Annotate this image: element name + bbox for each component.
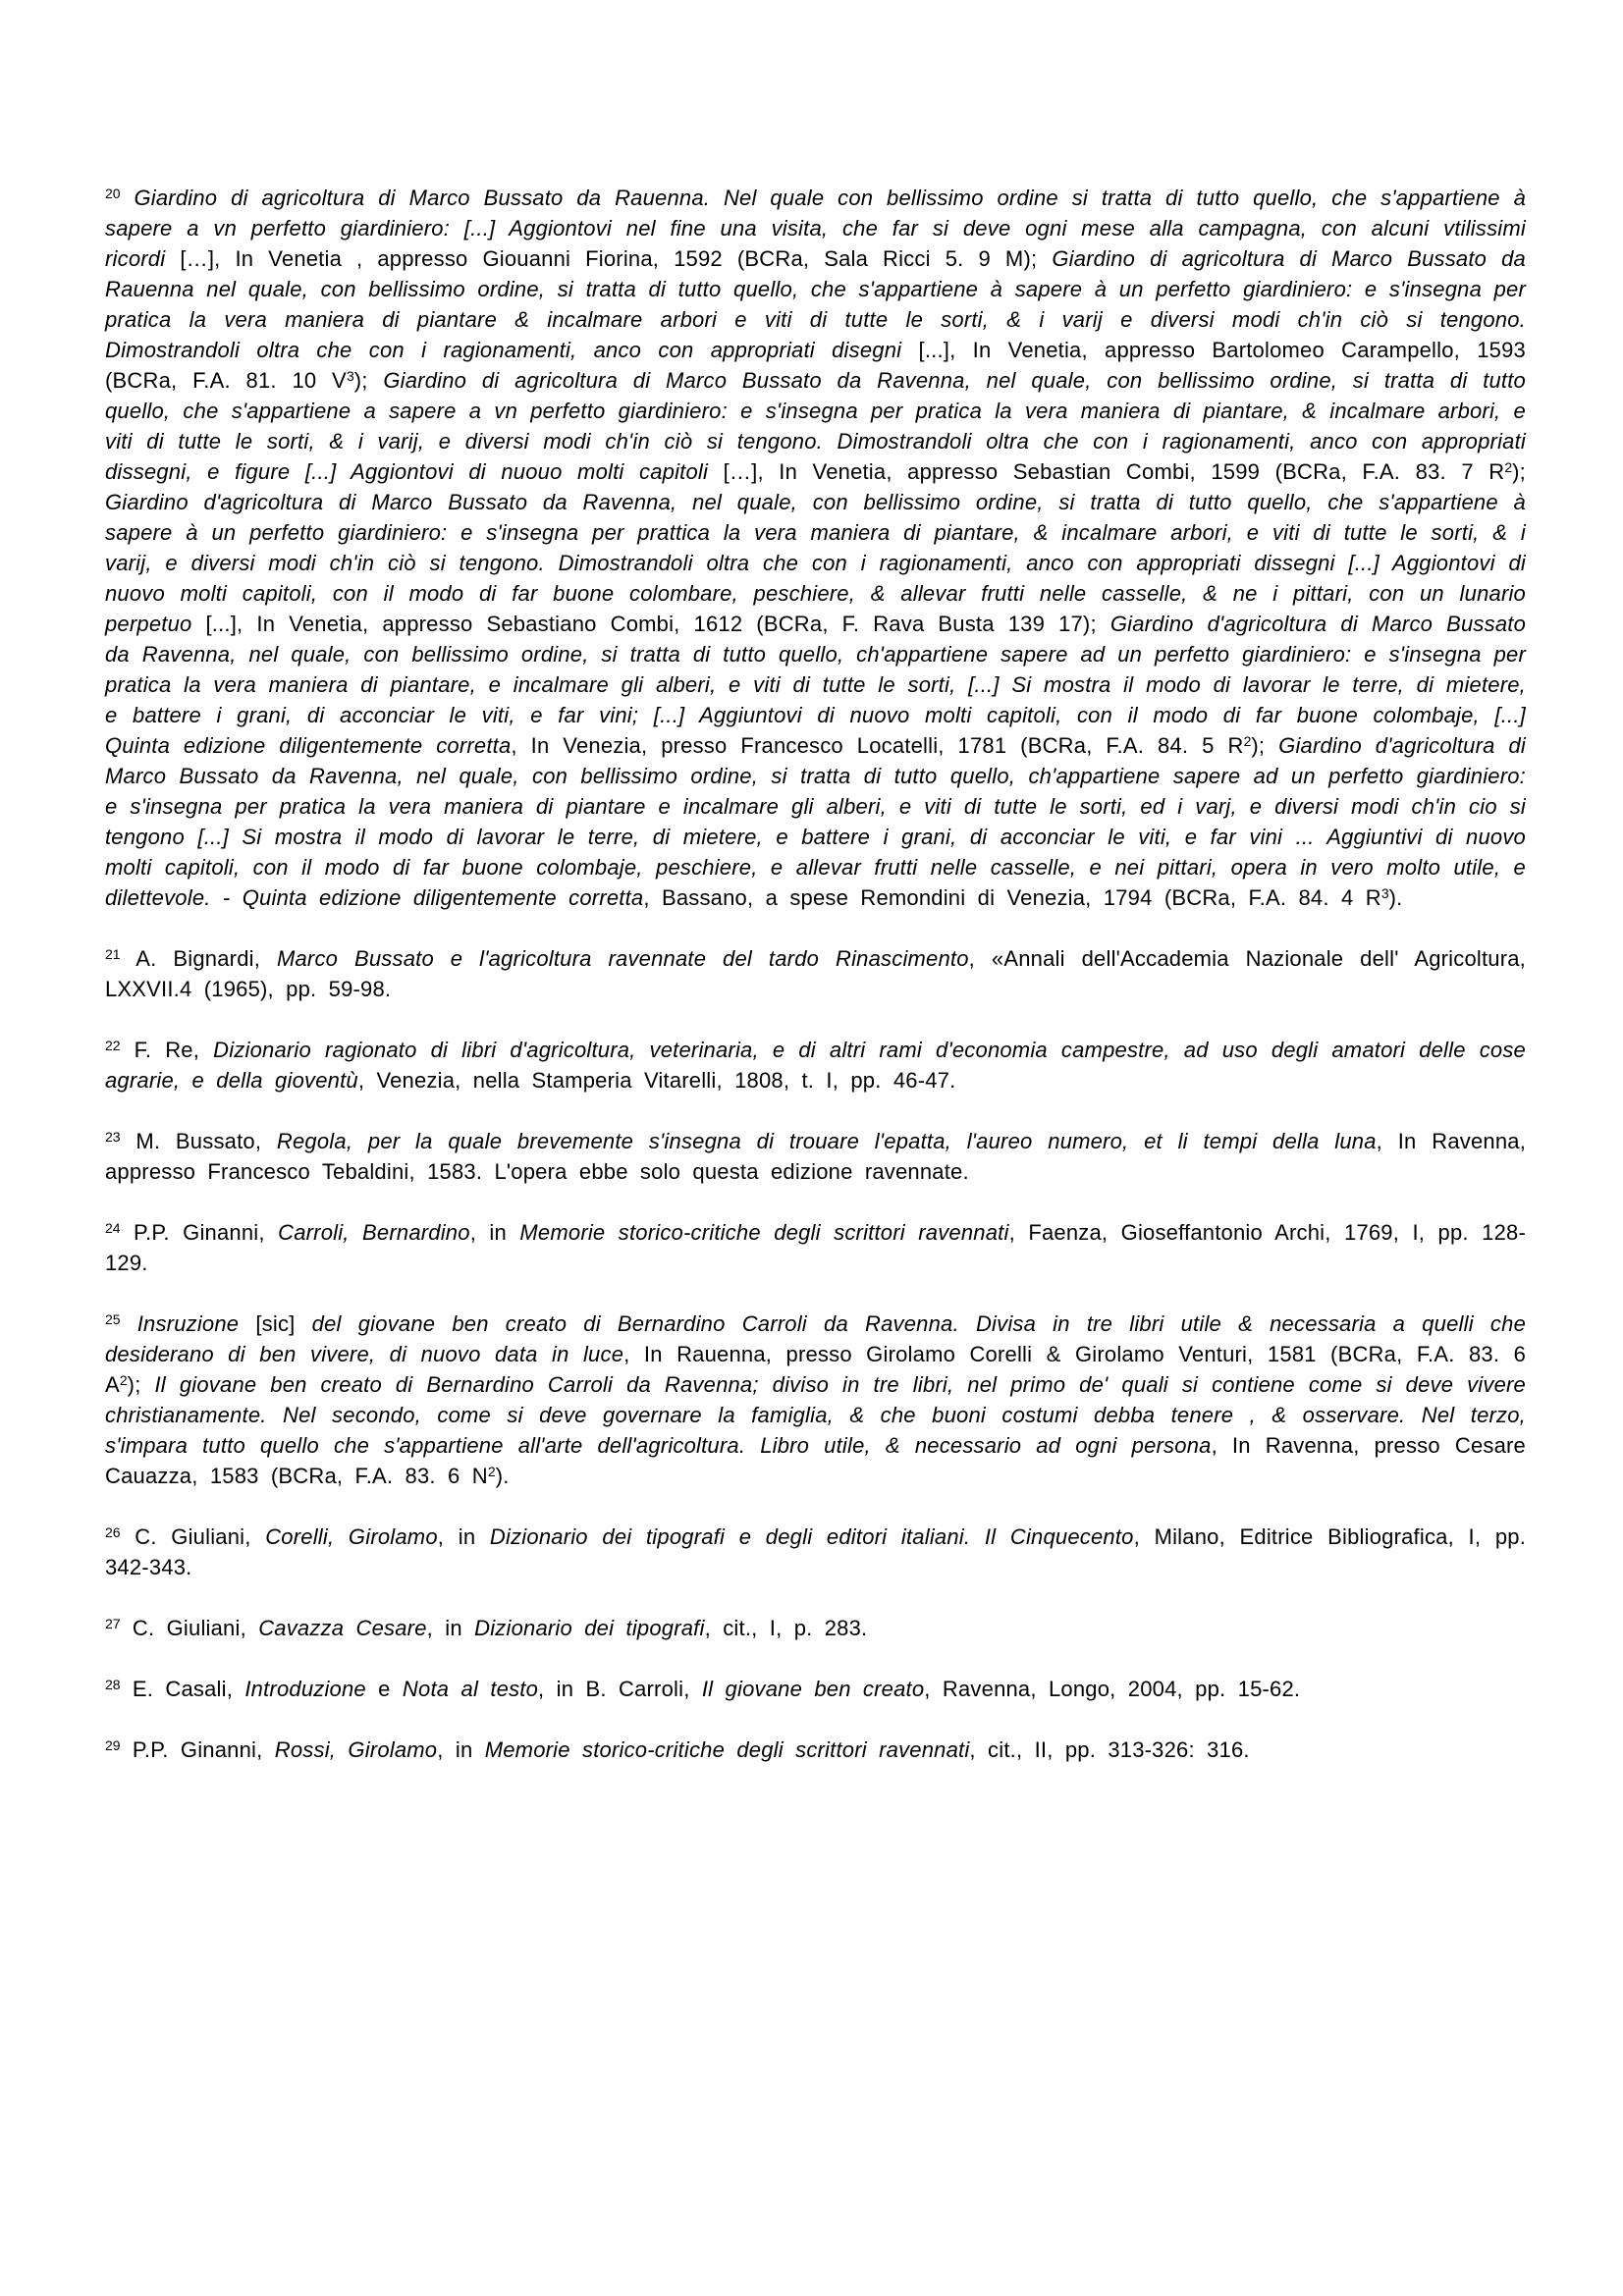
- shelfmark-superscript: 2: [1504, 459, 1513, 475]
- footnote-text-italic: Memorie storico-critiche degli scrittori ravennati: [519, 1220, 1009, 1245]
- footnote-text-roman: );: [353, 368, 384, 393]
- footnote-text-roman: A. Bignardi,: [135, 946, 277, 971]
- footnote-24: [105, 1217, 1526, 1278]
- footnote-text-roman: [...], In Venetia, appresso Sebastiano Combi, 1612 (BCRa, F. Rava Busta 139 17);: [205, 612, 1110, 636]
- footnote-text-roman: ).: [1388, 885, 1403, 910]
- footnote-text-roman: , In Venezia, presso Francesco Locatelli, 1781 (BCRa, F.A. 84. 5 R: [511, 733, 1244, 758]
- footnote-29: [105, 1735, 1526, 1765]
- shelfmark-superscript: 2: [1243, 733, 1252, 749]
- footnote-number: 24: [105, 1220, 121, 1236]
- footnote-text-italic: Nota al testo: [402, 1677, 539, 1701]
- footnote-text-italic: Giardino di agricoltura di Marco Bussato da Ravenna, nel quale, con bellissimo ordine, si tratta di tutto quello, che s'appartiene a sapere a vn perfetto giardiniero: e s'insegna per pratica la vera maniera di piantare, & incalmare arbori, e viti di tutte le sorti, & i varij, e diversi modi ch'in ciò si tengono. Dimostrandoli oltra che con i ragionamenti, anco con appropriati dissegni, e figure [...] Aggiontovi di nuouo molti capitoli: [105, 368, 1526, 484]
- footnote-text-roman: , in: [437, 1524, 490, 1549]
- footnote-text-roman: , in: [437, 1737, 485, 1762]
- footnote-text-roman: , In Ravenna, presso Cesare Cauazza, 1583 (BCRa, F.A. 83. 6 N: [105, 1433, 1526, 1488]
- footnote-number: 21: [105, 946, 121, 962]
- footnote-text-roman: , In Ravenna, appresso Francesco Tebaldini, 1583. L'opera ebbe solo questa edizione ravennate.: [105, 1129, 1527, 1184]
- footnote-text-roman: C. Giuliani,: [135, 1524, 266, 1549]
- footnote-text-italic: Il giovane ben creato: [701, 1677, 925, 1701]
- footnote-text-roman: , in: [426, 1616, 475, 1640]
- footnote-22: [105, 1035, 1526, 1095]
- footnote-text-roman: , Milano, Editrice Bibliografica, I, pp. 342-343.: [105, 1524, 1527, 1579]
- footnote-text-roman: [...], In Venetia, appresso Bartolomeo Carampello, 1593 (BCRa, F.A. 81. 10 V: [105, 338, 1526, 393]
- footnote-text-italic: Giardino d'agricoltura di Marco Bussato da Ravenna, nel quale, con bellissimo ordine, si tratta di tutto quello, ch'appartiene sapere ad un perfetto giardiniero: e s'insegna per pratica la vera maniera di piantare e incalmare gli alberi, e viti di tutte le sorti, ed i varj, e diversi modi ch'in cio si tengono [...] Si mostra il modo di lavorar le terre, di mietere, e battere i grani, di acconciar le viti, e far vini ... Aggiuntivi di nuovo molti capitoli, con il modo di far buone colombaje, peschiere, e allevar frutti nelle casselle, e nei pittari, opera in vero molto utile, e dilettevole. - Quinta edizione diligentemente corretta: [105, 733, 1527, 910]
- footnote-text-roman: ).: [495, 1464, 510, 1488]
- footnote-text-roman: F. Re,: [134, 1038, 214, 1062]
- footnotes-section: [105, 183, 1526, 1795]
- footnote-text-roman: P.P. Ginanni,: [132, 1737, 275, 1762]
- footnote-text-italic: Carroli, Bernardino: [278, 1220, 470, 1245]
- footnote-text-roman: [sic]: [255, 1311, 312, 1336]
- footnote-text-roman: […], In Venetia, appresso Sebastian Combi, 1599 (BCRa, F.A. 83. 7 R: [723, 459, 1505, 484]
- footnote-text-italic: Regola, per la quale brevemente s'insegna di trouare l'epatta, l'aureo numero, et li tempi della luna: [276, 1129, 1377, 1153]
- footnote-text-italic: Giardino d'agricoltura di Marco Bussato da Ravenna, nel quale, con bellissimo ordine, si tratta di tutto quello, che s'appartiene à sapere à un perfetto giardiniero: e s'insegna per prattica la vera maniera di piantare, & incalmare arbori, e viti di tutte le sorti, & i varij, e diversi modi ch'in ciò si tengono. Dimostrandoli oltra che con i ragionamenti, anco con appropriati dissegni [...] Aggiontovi di nuovo molti capitoli, con il modo di far buone colombare, peschiere, & allevar frutti nelle casselle, & ne i pittari, con un lunario perpetuo: [105, 490, 1526, 636]
- footnote-text-italic: Rossi, Girolamo: [274, 1737, 438, 1762]
- footnote-text-italic: Insruzione: [136, 1311, 256, 1336]
- footnote-text-roman: );: [127, 1372, 155, 1397]
- footnote-text-roman: , «Annali dell'Accademia Nazionale dell' Agricoltura, LXXVII.4 (1965), pp. 59-98.: [105, 946, 1526, 1001]
- shelfmark-superscript: 2: [487, 1464, 496, 1479]
- shelfmark-superscript: 3: [1380, 885, 1389, 901]
- footnote-number: 27: [105, 1616, 121, 1631]
- footnote-number: 22: [105, 1038, 121, 1053]
- footnote-text-roman: , in B. Carroli,: [538, 1677, 702, 1701]
- footnote-text-roman: C. Giuliani,: [132, 1616, 259, 1640]
- footnote-number: 28: [105, 1677, 121, 1692]
- footnote-text-italic: Memorie storico-critiche degli scrittori ravennati: [484, 1737, 970, 1762]
- footnote-text-italic: Cavazza Cesare: [258, 1616, 427, 1640]
- footnote-text-italic: Marco Bussato e l'agricoltura ravennate del tardo Rinascimento: [276, 946, 969, 971]
- footnote-text-roman: , Ravenna, Longo, 2004, pp. 15-62.: [924, 1677, 1301, 1701]
- footnote-20: [105, 183, 1526, 913]
- footnote-26: [105, 1522, 1526, 1582]
- footnote-text-roman: […], In Venetia , appresso Giouanni Fiorina, 1592 (BCRa, Sala Ricci 5. 9 M);: [180, 246, 1053, 271]
- shelfmark-superscript: 2: [119, 1372, 128, 1388]
- footnote-text-italic: Dizionario dei tipografi e degli editori italiani. Il Cinquecento: [489, 1524, 1134, 1549]
- footnote-text-roman: , in: [469, 1220, 520, 1245]
- footnote-23: [105, 1126, 1526, 1187]
- footnote-27: [105, 1613, 1526, 1643]
- footnote-text-roman: , Venezia, nella Stamperia Vitarelli, 1808, t. I, pp. 46-47.: [357, 1068, 956, 1093]
- footnote-28: [105, 1674, 1526, 1704]
- footnote-text-roman: , In Rauenna, presso Girolamo Corelli & Girolamo Venturi, 1581 (BCRa, F.A. 83. 6 A: [105, 1342, 1527, 1397]
- footnote-text-roman: e: [365, 1677, 403, 1701]
- footnote-text-italic: Giardino di agricoltura di Marco Bussato da Rauenna. Nel quale con bellissimo ordine si tratta di tutto quello, che s'appartiene à sapere a vn perfetto giardiniero: [...] Aggiontovi nel fine una visita, che far si deve ogni mese alla campagna, con alcuni vtilissimi ricordi: [105, 186, 1527, 271]
- footnote-number: 29: [105, 1737, 121, 1753]
- footnote-text-roman: , cit., II, pp. 313-326: 316.: [969, 1737, 1250, 1762]
- footnote-text-italic: Giardino d'agricoltura di Marco Bussato da Ravenna, nel quale, con bellissimo ordine, si tratta di tutto quello, ch'appartiene sapere ad un perfetto giardiniero: e s'insegna per pratica la vera maniera di piantare, e incalmare gli alberi, e viti di tutte le sorti, [...] Si mostra il modo di lavorar le terre, di mietere, e battere i grani, di acconciar le viti, e far vini; [...] Aggiuntovi di nuovo molti capitoli, con il modo di far buone colombaje, [...] Quinta edizione diligentemente corretta: [105, 612, 1527, 758]
- footnote-25: [105, 1308, 1526, 1491]
- footnote-text-italic: Introduzione: [244, 1677, 366, 1701]
- footnote-text-roman: P.P. Ginanni,: [134, 1220, 279, 1245]
- footnote-number: 23: [105, 1129, 121, 1145]
- footnote-text-roman: M. Bussato,: [135, 1129, 277, 1153]
- footnote-number: 26: [105, 1524, 121, 1540]
- footnote-text-italic: Giardino di agricoltura di Marco Bussato da Rauenna nel quale, con bellissimo ordine, si tratta di tutto quello, che s'appartiene à sapere à un perfetto giardiniero: e s'insegna per pratica la vera maniera di piantare & incalmare arbori e viti di tutte le sorti, & i varij e diversi modi ch'in ciò si tengono. Dimostrandoli oltra che con i ragionamenti, anco con appropriati disegni: [105, 246, 1526, 362]
- footnote-text-roman: , Faenza, Gioseffantonio Archi, 1769, I, pp. 128-129.: [105, 1220, 1526, 1275]
- footnote-text-italic: del giovane ben creato di Bernardino Carroli da Ravenna. Divisa in tre libri utile & necessaria a quelli che desiderano di ben vivere, di nuovo data in luce: [105, 1311, 1527, 1366]
- footnote-text-roman: , cit., I, p. 283.: [704, 1616, 868, 1640]
- footnote-text-roman: );: [1512, 459, 1526, 484]
- footnote-text-italic: Dizionario dei tipografi: [474, 1616, 705, 1640]
- footnote-21: [105, 943, 1526, 1004]
- footnote-text-italic: Corelli, Girolamo: [265, 1524, 438, 1549]
- footnote-text-roman: );: [1251, 733, 1279, 758]
- footnote-text-italic: Dizionario ragionato di libri d'agricoltura, veterinaria, e di altri rami d'economia campestre, ad uso degli amatori delle cose agrarie, e della gioventù: [105, 1038, 1526, 1093]
- shelfmark-superscript: 3: [346, 368, 354, 384]
- footnote-number: 20: [105, 186, 121, 201]
- footnote-number: 25: [105, 1311, 121, 1327]
- footnote-text-roman: , Bassano, a spese Remondini di Venezia, 1794 (BCRa, F.A. 84. 4 R: [643, 885, 1381, 910]
- footnote-text-italic: Il giovane ben creato di Bernardino Carroli da Ravenna; diviso in tre libri, nel primo de' quali si contiene come si deve vivere christianamente. Nel secondo, come si deve governare la famiglia, & che buoni costumi debba tenere , & osservare. Nel terzo, s'impara tutto quello che s'appartiene all'arte dell'agricoltura. Libro utile, & necessario ad ogni persona: [105, 1372, 1526, 1458]
- footnote-text-roman: E. Casali,: [132, 1677, 245, 1701]
